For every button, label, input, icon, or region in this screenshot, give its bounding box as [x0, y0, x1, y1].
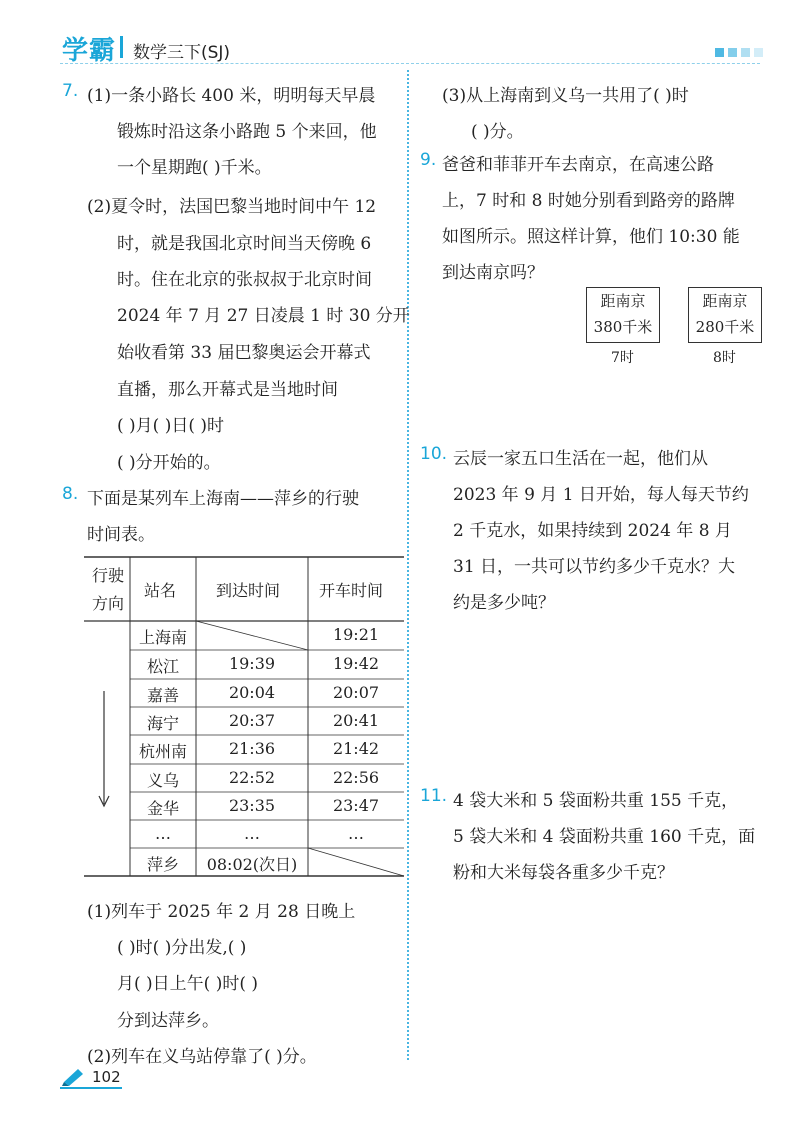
column-divider	[407, 70, 409, 1060]
text-line: 2024 年 7 月 27 日凌晨 1 时 30 分开	[117, 306, 410, 326]
station-cell: 金华	[146, 799, 179, 818]
text-line: 时，就是我国北京时间当天傍晚 6	[117, 234, 372, 254]
question-number: 7.	[62, 81, 79, 101]
text-line: 分到达萍乡。	[117, 1011, 219, 1031]
table-header-station: 站名	[144, 581, 177, 600]
sign-text: 380千米	[593, 318, 653, 336]
arrive-time-cell: 21:36	[228, 739, 276, 758]
text-line: (2)列车在义乌站停靠了( )分。	[87, 1047, 317, 1067]
depart-time-cell: 21:42	[332, 739, 380, 758]
sign-text: 距南京	[600, 292, 646, 310]
station-cell: 松江	[146, 657, 179, 676]
text-line: 31 日，一共可以节约多少千克水？大	[453, 557, 736, 577]
depart-time-cell: 22:56	[332, 768, 380, 787]
footer-line	[60, 1087, 122, 1089]
text-line: 直播，那么开幕式是当地时间	[117, 380, 338, 400]
question-number: 10.	[420, 444, 448, 464]
header-square-icon	[728, 48, 737, 57]
sign-text: 距南京	[702, 292, 748, 310]
header-square-icon	[715, 48, 724, 57]
text-line: 约是多少吨？	[453, 593, 555, 613]
question-number: 9.	[420, 150, 437, 170]
text-line: 锻炼时沿这条小路跑 5 个来回，他	[117, 122, 377, 142]
station-cell: 杭州南	[138, 742, 187, 761]
sign-time: 8时	[713, 350, 736, 366]
station-cell: 义乌	[146, 771, 179, 790]
brand-separator	[120, 36, 123, 58]
text-line: (1)一条小路长 400 米，明明每天早晨	[87, 86, 376, 106]
header-dashed-line	[60, 63, 760, 64]
text-line: 下面是某列车上海南——萍乡的行驶	[87, 489, 359, 509]
station-cell: 海宁	[146, 714, 179, 733]
sign-time: 7时	[611, 350, 634, 366]
text-line: 2023 年 9 月 1 日开始，每人每天节约	[453, 485, 749, 505]
text-line: 如图所示。照这样计算，他们 10:30 能	[442, 227, 740, 247]
depart-time-cell: …	[348, 824, 364, 843]
depart-time-cell: 20:07	[332, 683, 380, 702]
text-line: ( )时( )分出发,( )	[117, 938, 247, 958]
brand-logo: 学霸	[62, 36, 117, 66]
text-line: 始收看第 33 届巴黎奥运会开幕式	[117, 343, 371, 363]
text-line: 5 袋大米和 4 袋面粉共重 160 千克，面	[453, 827, 756, 847]
question-number: 11.	[420, 786, 448, 806]
station-cell: 萍乡	[146, 855, 179, 874]
depart-time-cell: 23:47	[332, 796, 380, 815]
text-line: ( )分开始的。	[117, 453, 221, 473]
text-line: (1)列车于 2025 年 2 月 28 日晚上	[87, 902, 356, 922]
table-header-depart: 开车时间	[319, 581, 384, 600]
text-line: ( )月( )日( )时	[117, 416, 225, 436]
text-line: (2)夏令时，法国巴黎当地时间中午 12	[87, 197, 377, 217]
arrive-time-cell: 22:52	[228, 768, 276, 787]
header-square-icon	[754, 48, 763, 57]
text-line: (3)从上海南到义乌一共用了( )时	[442, 86, 689, 106]
depart-time-cell: 20:41	[332, 711, 380, 730]
road-sign	[688, 287, 762, 343]
text-line: 月( )日上午( )时( )	[117, 974, 259, 994]
text-line: 一个星期跑( )千米。	[117, 158, 272, 178]
depart-time-cell: 19:21	[332, 625, 380, 644]
pencil-icon	[62, 1066, 86, 1086]
table-header-arrive: 到达时间	[216, 581, 281, 600]
empty-cell-slash	[196, 621, 308, 650]
arrive-time-cell: …	[244, 824, 260, 843]
arrive-time-cell: 19:39	[228, 654, 276, 673]
header-square-icon	[741, 48, 750, 57]
text-line: 时。住在北京的张叔叔于北京时间	[117, 270, 372, 290]
sign-text: 280千米	[695, 318, 755, 336]
road-sign	[586, 287, 660, 343]
station-cell: 嘉善	[146, 686, 179, 705]
text-line: 粉和大米每袋各重多少千克？	[453, 863, 674, 883]
arrive-time-cell: 20:37	[228, 711, 276, 730]
text-line: 时间表。	[87, 525, 155, 545]
page-number: 102	[92, 1068, 121, 1086]
station-cell: 上海南	[138, 628, 187, 647]
station-cell: …	[155, 824, 171, 843]
table-header-direction: 行驶方向	[92, 566, 125, 613]
text-line: ( )分。	[471, 122, 524, 142]
text-line: 4 袋大米和 5 袋面粉共重 155 千克，	[453, 791, 739, 811]
arrive-time-cell: 23:35	[228, 796, 276, 815]
text-line: 爸爸和菲菲开车去南京，在高速公路	[442, 155, 714, 175]
empty-cell-slash	[308, 848, 404, 876]
question-number: 8.	[62, 484, 79, 504]
text-line: 到达南京吗？	[442, 263, 544, 283]
text-line: 云辰一家五口生活在一起，他们从	[453, 449, 708, 469]
depart-time-cell: 19:42	[332, 654, 380, 673]
subject-title: 数学三下(SJ)	[133, 43, 231, 63]
arrive-time-cell: 20:04	[228, 683, 276, 702]
arrive-time-cell: 08:02(次日)	[206, 855, 298, 874]
text-line: 上，7 时和 8 时她分别看到路旁的路牌	[442, 191, 735, 211]
text-line: 2 千克水，如果持续到 2024 年 8 月	[453, 521, 732, 541]
